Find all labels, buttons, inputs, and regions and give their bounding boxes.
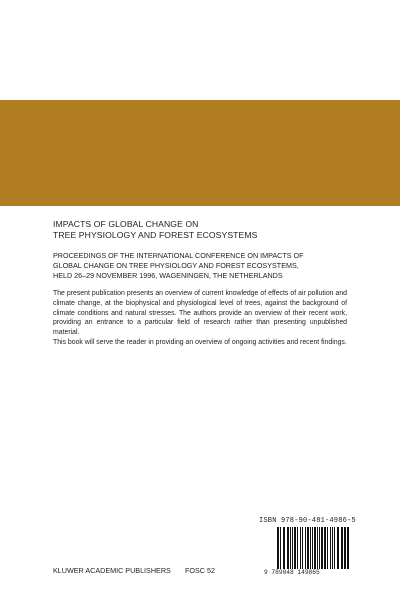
- barcode-bar: [283, 527, 285, 569]
- barcode-bar: [321, 527, 323, 569]
- barcode-bar: [317, 527, 318, 569]
- barcode-bar: [297, 527, 298, 569]
- barcode-bar: [341, 527, 343, 569]
- abstract-paragraph: This book will serve the reader in providing an overview of ongoing activities and recent findings.: [53, 338, 347, 346]
- barcode-bar: [327, 527, 328, 569]
- barcode-bar: [319, 527, 320, 569]
- barcode-bar: [307, 527, 309, 569]
- abstract-paragraph: The present publication presents an overview of current knowledge of effects of air pollution and climate change, at the biophysical and physiological level of trees, against the background of climate conditions and natural stresses. The authors provide an overview of their recent work, providing an entrance to a particular field of research rather than presenting unpublished material.: [53, 290, 347, 337]
- barcode-bar: [332, 527, 333, 569]
- barcode-bar: [300, 527, 301, 569]
- barcode-bar: [277, 527, 279, 569]
- barcode-bar: [290, 527, 291, 569]
- barcode-bar: [294, 527, 296, 569]
- barcode-number: 9 789048 149865: [264, 569, 320, 576]
- color-band: [0, 100, 400, 206]
- isbn-label: ISBN 978-90-481-4986-5: [259, 517, 356, 525]
- barcode-bars: [276, 527, 351, 569]
- barcode-bar: [344, 527, 346, 569]
- barcode-bar: [347, 527, 349, 569]
- barcode-bar: [287, 527, 289, 569]
- barcode-bar: [310, 527, 311, 569]
- barcode-bar: [334, 527, 335, 569]
- series-code: FOSC 52: [185, 566, 215, 575]
- barcode-bar: [324, 527, 326, 569]
- barcode-bar: [302, 527, 303, 569]
- barcode: [276, 527, 351, 569]
- publisher-name: KLUWER ACADEMIC PUBLISHERS: [53, 566, 171, 575]
- barcode-bar: [314, 527, 316, 569]
- book-title: IMPACTS OF GLOBAL CHANGE ON TREE PHYSIOLOGY AND FOREST ECOSYSTEMS: [53, 219, 258, 240]
- barcode-bar: [312, 527, 313, 569]
- abstract: [53, 289, 347, 348]
- barcode-bar: [330, 527, 331, 569]
- barcode-bar: [305, 527, 306, 569]
- barcode-bar: [292, 527, 293, 569]
- barcode-bar: [337, 527, 339, 569]
- book-subtitle: PROCEEDINGS OF THE INTERNATIONAL CONFERENCE ON IMPACTS OF GLOBAL CHANGE ON TREE PHYSIOLOGY AND FOREST ECOSYSTEMS, HELD 26–29 NOVEMBER 1996, WAGENINGEN, THE NETHERLANDS: [53, 251, 304, 281]
- barcode-bar: [280, 527, 281, 569]
